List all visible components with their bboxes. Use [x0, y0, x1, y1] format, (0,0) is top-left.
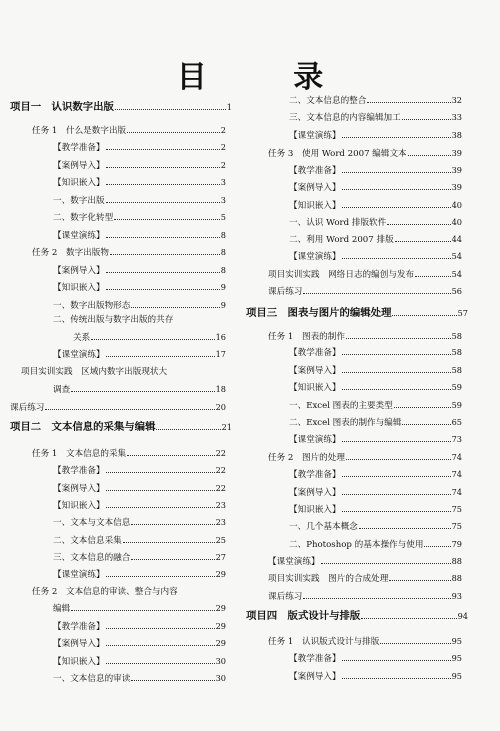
- toc-entry-page: 58: [451, 331, 462, 341]
- toc-entry-page: 65: [451, 417, 462, 427]
- toc-entry-title: 一、数字出版物形态: [53, 301, 131, 311]
- toc-entry: [268, 590, 462, 604]
- toc-entry-title: 编辑: [53, 604, 71, 614]
- leader-dots: [106, 184, 220, 185]
- toc-entry-page: 58: [451, 365, 462, 375]
- toc-entry: [289, 233, 462, 247]
- toc-entry-title: 任务 2 数字出版物: [32, 248, 109, 258]
- toc-entry: [21, 366, 226, 379]
- toc-entry-page: 95: [451, 671, 462, 681]
- toc-entry-page: 59: [451, 400, 462, 410]
- toc-entry-title: 项目实训实践 网络日志的编创与发布: [268, 270, 415, 280]
- toc-entry-title: 一、数字出版: [53, 196, 105, 206]
- toc-entry-page: 25: [215, 535, 226, 545]
- toc-entry-title: 【课堂演练】: [53, 350, 105, 360]
- toc-entry-page: 39: [451, 148, 462, 158]
- leader-dots: [392, 315, 456, 316]
- leader-dots: [342, 678, 451, 679]
- toc-entry: [53, 534, 226, 548]
- toc-entry-title: 课后练习: [268, 592, 303, 602]
- toc-entry-title: 项目实训实践 图片的合成处理: [268, 574, 389, 584]
- leader-dots: [346, 459, 451, 460]
- toc-entry-title: 课后练习: [10, 403, 45, 413]
- toc-entry-title: 任务 1 认识版式设计与排版: [268, 637, 380, 647]
- toc-entry-page: 29: [215, 569, 226, 579]
- toc-entry-title: 三、文本信息的融合: [53, 553, 131, 563]
- toc-project-entry: [246, 610, 468, 623]
- toc-entry-page: 54: [451, 269, 462, 279]
- toc-entry-title: 【案例导入】: [289, 488, 341, 498]
- toc-entry: [53, 551, 226, 565]
- toc-entry: [32, 246, 226, 260]
- leader-dots: [106, 645, 215, 646]
- toc-entry: [268, 330, 462, 344]
- toc-entry-title: 任务 1 什么是数字出版: [32, 126, 127, 136]
- toc-entry: [289, 364, 462, 378]
- toc-entry: [289, 199, 462, 213]
- toc-entry-title: 【知识嵌入】: [289, 383, 341, 393]
- toc-entry-title: 【课堂演练】: [53, 231, 105, 241]
- toc-entry: [53, 482, 226, 496]
- leader-dots: [114, 219, 220, 220]
- toc-entry-title: 【教学准备】: [289, 654, 341, 664]
- toc-entry-page: 33: [451, 112, 462, 122]
- leader-dots: [106, 576, 215, 577]
- toc-entry-page: 40: [451, 200, 462, 210]
- toc-entry-page: 74: [451, 487, 462, 497]
- toc-entry-title: 【案例导入】: [289, 183, 341, 193]
- toc-entry: [73, 331, 226, 345]
- leader-dots: [127, 132, 220, 133]
- toc-entry-page: 16: [215, 332, 226, 342]
- toc-entry: [53, 229, 226, 243]
- leader-dots: [131, 680, 214, 681]
- toc-entry: [289, 652, 462, 666]
- toc-entry: [53, 299, 226, 313]
- toc-entry: [289, 520, 462, 534]
- toc-entry-title: 【教学准备】: [289, 470, 341, 480]
- leader-dots: [106, 149, 220, 150]
- toc-entry-title: 项目三 图表与图片的编辑处理: [246, 307, 392, 319]
- leader-dots: [415, 276, 450, 277]
- toc-entry: [53, 672, 226, 686]
- toc-entry: [53, 159, 226, 173]
- toc-entry-title: 二、数字化转型: [53, 213, 114, 223]
- toc-entry-title: 【教学准备】: [289, 166, 341, 176]
- toc-entry: [268, 451, 462, 465]
- toc-entry-page: 39: [451, 165, 462, 175]
- toc-entry: [289, 94, 462, 108]
- leader-dots: [321, 563, 451, 564]
- toc-entry-title: 二、文本信息的整合: [289, 96, 367, 106]
- leader-dots: [424, 546, 450, 547]
- leader-dots: [303, 293, 450, 294]
- toc-entry-title: 二、Photoshop 的基本操作与使用: [289, 540, 424, 550]
- toc-entry: [53, 620, 226, 634]
- toc-entry: [53, 383, 226, 397]
- toc-entry-page: 8: [220, 230, 226, 240]
- toc-entry-page: 32: [451, 95, 462, 105]
- toc-entry-title: 课后练习: [268, 287, 303, 297]
- toc-entry: [268, 268, 462, 282]
- leader-dots: [342, 660, 451, 661]
- toc-entry: [268, 555, 462, 569]
- toc-entry-page: 18: [215, 384, 226, 394]
- toc-entry: [53, 194, 226, 208]
- toc-entry: [289, 129, 462, 143]
- leader-dots: [342, 494, 451, 495]
- toc-entry-title: 【教学准备】: [289, 348, 341, 358]
- toc-entry-title: 【知识嵌入】: [289, 201, 341, 211]
- toc-entry-title: 任务 2 图片的处理: [268, 453, 345, 463]
- toc-entry-title: 关系: [73, 333, 91, 343]
- toc-entry: [289, 250, 462, 264]
- toc-entry-page: 2: [220, 142, 226, 152]
- leader-dots: [106, 472, 215, 473]
- toc-entry-title: 一、几个基本概念: [289, 522, 358, 532]
- leader-dots: [342, 441, 451, 442]
- leader-dots: [110, 254, 220, 255]
- toc-entry-page: 30: [215, 673, 226, 683]
- toc-entry-title: 【课堂演练】: [53, 570, 105, 580]
- toc-entry: [53, 655, 226, 669]
- toc-entry-page: 22: [215, 465, 226, 475]
- leader-dots: [106, 490, 215, 491]
- leader-dots: [342, 207, 451, 208]
- toc-entry: [32, 586, 226, 599]
- toc-entry-title: 三、文本信息的内容编辑加工: [289, 113, 401, 123]
- leader-dots: [342, 354, 451, 355]
- leader-dots: [402, 119, 451, 120]
- toc-entry-title: 【教学准备】: [53, 466, 105, 476]
- toc-entry: [53, 314, 226, 327]
- toc-entry-title: 【课堂演练】: [289, 435, 341, 445]
- toc-entry-title: 一、文本信息的审读: [53, 674, 131, 684]
- toc-entry-page: 2: [220, 125, 226, 135]
- toc-entry: [53, 211, 226, 225]
- toc-entry-page: 8: [220, 265, 226, 275]
- toc-entry-title: 二、文本信息采集: [53, 536, 122, 546]
- leader-dots: [91, 339, 214, 340]
- toc-entry-title: 【知识嵌入】: [53, 501, 105, 511]
- toc-entry-title: 【课堂演练】: [289, 131, 341, 141]
- toc-entry-title: 【案例导入】: [53, 161, 105, 171]
- toc-entry-title: 二、利用 Word 2007 排版: [289, 235, 394, 245]
- toc-entry: [10, 401, 226, 415]
- toc-entry-page: 9: [220, 300, 226, 310]
- toc-entry-page: 29: [215, 621, 226, 631]
- toc-entry-page: 9: [220, 282, 226, 292]
- leader-dots: [342, 258, 451, 259]
- toc-entry-title: 任务 1 文本信息的采集: [32, 449, 127, 459]
- toc-entry-title: 一、Excel 图表的主要类型: [289, 401, 393, 411]
- toc-entry: [289, 416, 462, 430]
- toc-entry-title: 任务 3 使用 Word 2007 编辑文本: [268, 149, 407, 159]
- toc-entry: [53, 348, 226, 362]
- toc-entry-page: 20: [215, 402, 226, 412]
- toc-entry: [289, 486, 462, 500]
- toc-entry-page: 2: [220, 160, 226, 170]
- leader-dots: [71, 610, 214, 611]
- toc-entry: [268, 147, 462, 161]
- leader-dots: [156, 429, 220, 430]
- toc-entry: [53, 568, 226, 582]
- toc-entry-page: 27: [215, 552, 226, 562]
- toc-entry-title: 【案例导入】: [289, 672, 341, 682]
- toc-entry-page: 21: [221, 422, 232, 432]
- toc-entry-title: 【案例导入】: [289, 366, 341, 376]
- toc-project-entry: [10, 101, 232, 114]
- toc-entry-page: 5: [220, 212, 226, 222]
- page-title: 目 录: [176, 60, 362, 95]
- leader-dots: [342, 137, 451, 138]
- leader-dots: [361, 618, 456, 619]
- leader-dots: [342, 372, 451, 373]
- toc-entry-title: 【案例导入】: [53, 266, 105, 276]
- toc-entry-page: 75: [451, 521, 462, 531]
- toc-entry-page: 39: [451, 182, 462, 192]
- toc-entry-title: 项目实训实践 区域内数字出版现状大: [21, 367, 168, 377]
- toc-entry: [53, 499, 226, 513]
- toc-entry-title: 一、文本与文本信息: [53, 518, 131, 528]
- toc-entry-page: 54: [451, 251, 462, 261]
- toc-entry: [289, 216, 462, 230]
- toc-entry-page: 95: [451, 636, 462, 646]
- toc-entry-title: 项目四 版式设计与排版: [246, 610, 361, 622]
- toc-entry: [289, 164, 462, 178]
- toc-entry-title: 【知识嵌入】: [53, 178, 105, 188]
- toc-entry-title: 【案例导入】: [53, 484, 105, 494]
- leader-dots: [115, 109, 226, 110]
- toc-entry-page: 40: [451, 217, 462, 227]
- toc-project-entry: [10, 421, 232, 434]
- toc-entry: [289, 433, 462, 447]
- toc-entry-page: 73: [451, 434, 462, 444]
- toc-entry-page: 8: [220, 247, 226, 257]
- leader-dots: [395, 241, 451, 242]
- leader-dots: [106, 628, 215, 629]
- toc-entry-title: 项目一 认识数字出版: [10, 101, 114, 113]
- toc-entry-page: 74: [451, 452, 462, 462]
- leader-dots: [71, 391, 214, 392]
- leader-dots: [389, 580, 450, 581]
- toc-entry-page: 22: [215, 483, 226, 493]
- toc-entry: [32, 124, 226, 138]
- toc-entry-page: 1: [226, 102, 232, 112]
- leader-dots: [106, 289, 220, 290]
- toc-entry: [289, 503, 462, 517]
- toc-entry-title: 调查: [53, 385, 71, 395]
- toc-entry-page: 57: [457, 308, 468, 318]
- leader-dots: [131, 524, 214, 525]
- toc-entry-title: 【教学准备】: [53, 143, 105, 153]
- leader-dots: [106, 507, 215, 508]
- toc-entry-title: 【课堂演练】: [268, 557, 320, 567]
- toc-entry-page: 88: [451, 556, 462, 566]
- toc-entry-title: 二、Excel 图表的制作与编辑: [289, 418, 402, 428]
- toc-entry-page: 17: [215, 349, 226, 359]
- toc-entry-title: 任务 1 图表的制作: [268, 332, 345, 342]
- toc-entry: [53, 176, 226, 190]
- toc-entry: [268, 572, 462, 586]
- toc-entry-page: 88: [451, 573, 462, 583]
- toc-entry: [289, 346, 462, 360]
- toc-entry-title: 【教学准备】: [53, 622, 105, 632]
- toc-entry: [268, 285, 462, 299]
- toc-entry: [289, 670, 462, 684]
- leader-dots: [106, 272, 220, 273]
- toc-entry-page: 29: [215, 603, 226, 613]
- leader-dots: [342, 476, 451, 477]
- toc-entry-page: 95: [451, 653, 462, 663]
- leader-dots: [387, 224, 450, 225]
- toc-entry: [53, 516, 226, 530]
- toc-entry: [53, 141, 226, 155]
- toc-entry: [32, 447, 226, 461]
- toc-entry: [53, 602, 226, 616]
- toc-entry-title: 【课堂演练】: [289, 252, 341, 262]
- toc-entry-page: 30: [215, 656, 226, 666]
- toc-entry-page: 23: [215, 517, 226, 527]
- leader-dots: [131, 307, 219, 308]
- toc-entry-page: 38: [451, 130, 462, 140]
- leader-dots: [106, 167, 220, 168]
- toc-entry-page: 22: [215, 448, 226, 458]
- toc-entry: [53, 281, 226, 295]
- leader-dots: [342, 511, 451, 512]
- leader-dots: [394, 407, 451, 408]
- toc-entry-title: 任务 2 文本信息的审读、整合与内容: [32, 587, 178, 597]
- leader-dots: [106, 663, 215, 664]
- toc-entry-page: 3: [220, 195, 226, 205]
- leader-dots: [106, 202, 220, 203]
- toc-entry-page: 23: [215, 500, 226, 510]
- leader-dots: [131, 559, 214, 560]
- leader-dots: [408, 155, 451, 156]
- toc-entry: [289, 399, 462, 413]
- leader-dots: [342, 172, 451, 173]
- toc-entry-page: 3: [220, 177, 226, 187]
- toc-entry-title: 【知识嵌入】: [289, 505, 341, 515]
- leader-dots: [342, 389, 451, 390]
- leader-dots: [123, 542, 215, 543]
- toc-entry-page: 56: [451, 286, 462, 296]
- toc-entry-page: 74: [451, 469, 462, 479]
- toc-entry-page: 58: [451, 347, 462, 357]
- toc-entry: [53, 464, 226, 478]
- toc-entry-page: 79: [451, 539, 462, 549]
- toc-entry-title: 【知识嵌入】: [53, 283, 105, 293]
- leader-dots: [346, 338, 451, 339]
- toc-entry-title: 二、传统出版与数字出版的共存: [53, 315, 174, 325]
- toc-project-entry: [246, 307, 468, 320]
- leader-dots: [359, 528, 451, 529]
- leader-dots: [367, 102, 450, 103]
- toc-entry: [53, 637, 226, 651]
- toc-entry-page: 44: [451, 234, 462, 244]
- toc-entry: [268, 635, 462, 649]
- leader-dots: [303, 598, 450, 599]
- leader-dots: [106, 356, 215, 357]
- toc-entry-title: 【案例导入】: [53, 639, 105, 649]
- toc-entry-page: 59: [451, 382, 462, 392]
- toc-entry-title: 项目二 文本信息的采集与编辑: [10, 421, 156, 433]
- toc-entry-page: 93: [451, 591, 462, 601]
- leader-dots: [45, 409, 214, 410]
- toc-entry: [289, 111, 462, 125]
- toc-entry-page: 94: [457, 611, 468, 621]
- toc-entry: [289, 538, 462, 552]
- leader-dots: [106, 237, 220, 238]
- leader-dots: [127, 455, 214, 456]
- toc-entry: [289, 181, 462, 195]
- toc-entry-title: 一、认识 Word 排版软件: [289, 218, 387, 228]
- leader-dots: [402, 424, 450, 425]
- toc-entry: [289, 381, 462, 395]
- toc-entry: [289, 468, 462, 482]
- toc-entry-page: 29: [215, 638, 226, 648]
- toc-entry: [53, 264, 226, 278]
- leader-dots: [342, 189, 451, 190]
- toc-entry-title: 【知识嵌入】: [53, 657, 105, 667]
- toc-entry-page: 75: [451, 504, 462, 514]
- leader-dots: [380, 643, 450, 644]
